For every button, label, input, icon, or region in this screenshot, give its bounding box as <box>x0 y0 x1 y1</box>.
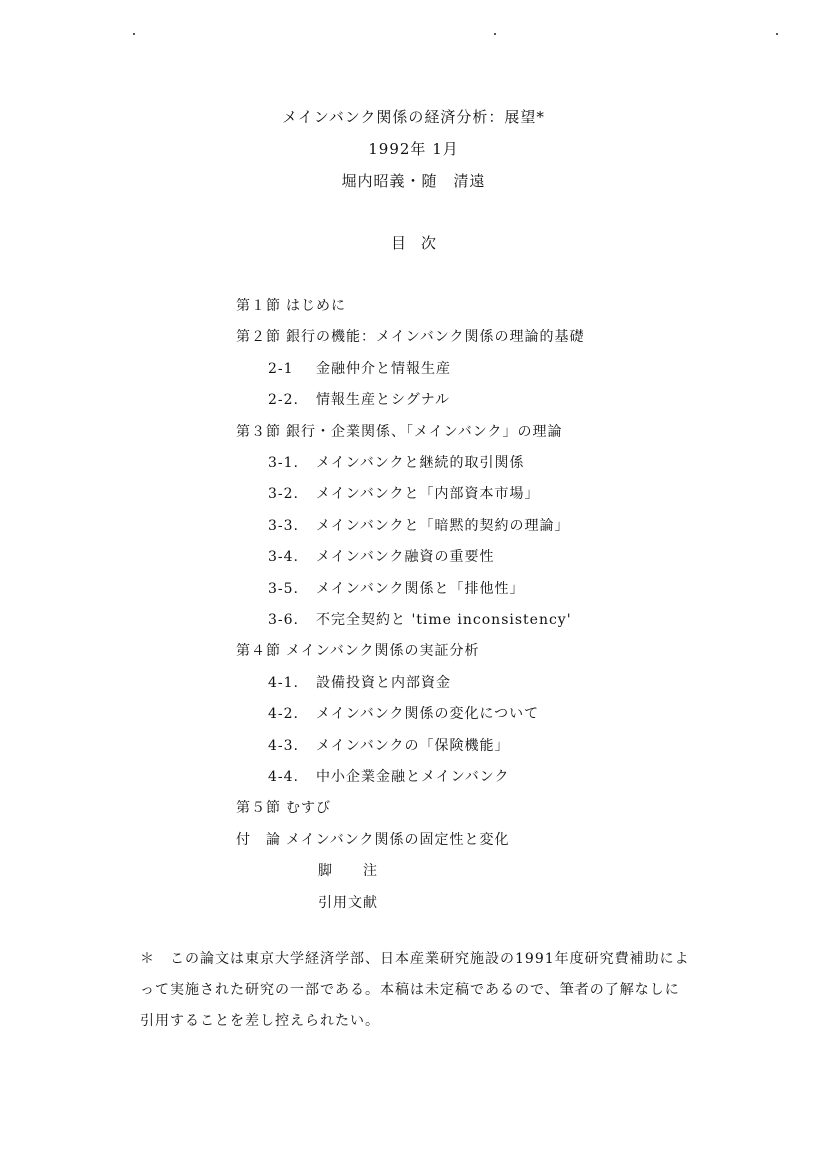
toc-section-title: メインバンクの「保険機能」 <box>316 737 510 754</box>
toc-section-number: 第４節 <box>236 643 281 660</box>
toc-entry <box>318 892 378 912</box>
contents-heading: 目 次 <box>390 234 436 252</box>
paper-date: 1992年 1月 <box>368 140 459 158</box>
toc-section-title: 不完全契約と 'time inconsistency' <box>316 612 572 628</box>
toc-section-number: 4-4. <box>268 769 299 785</box>
toc-section-title: メインバンクと「内部資本市場」 <box>316 486 540 503</box>
toc-section-number: 4-1. <box>268 674 299 691</box>
toc-section-title: 情報生産とシグナル <box>316 392 451 409</box>
footnote-mark: ＊ <box>140 951 155 967</box>
toc-section-title: 金融仲介と情報生産 <box>316 360 451 377</box>
toc-section-number: 4-2. <box>268 706 299 723</box>
toc-entry <box>236 295 346 315</box>
toc-section-title: メインバンク融資の重要性 <box>316 549 495 566</box>
toc-section-number: 第５節 <box>236 800 281 817</box>
toc-section-number: 3-1. <box>268 455 299 471</box>
toc-section-title: 設備投資と内部資金 <box>316 674 451 691</box>
toc-entry <box>236 829 509 849</box>
toc-section-title: メインバンク関係の固定性と変化 <box>286 831 510 848</box>
paper-title: メインバンク関係の経済分析：展望* <box>282 108 545 126</box>
toc-section-number: 3-4. <box>268 549 299 566</box>
toc-entry <box>268 546 494 566</box>
toc-entry <box>268 515 569 535</box>
toc-entry <box>318 860 378 880</box>
paper-authors: 堀内昭義・随 清遠 <box>341 172 486 190</box>
toc-section-number: 3-2. <box>268 486 299 503</box>
toc-section-title: 銀行の機能：メインバンク関係の理論的基礎 <box>286 329 585 346</box>
scan-speck <box>133 33 135 35</box>
toc-section-number: 第１節 <box>236 298 281 314</box>
toc-entry <box>268 389 450 409</box>
footnote-text: この論文は東京大学経済学部、日本産業研究施設の1991年度研究費補助によ <box>170 951 690 967</box>
scan-speck <box>776 33 778 35</box>
toc-entry <box>236 326 584 346</box>
toc-section-number: 2-2. <box>268 392 299 409</box>
toc-section-number: 4-3. <box>268 737 299 754</box>
toc-entry <box>268 483 539 503</box>
toc-entry <box>268 358 451 378</box>
toc-section-title: メインバンク関係と「排他性」 <box>316 580 525 597</box>
toc-section-title: 引用文献 <box>318 894 378 911</box>
toc-section-title: メインバンク関係の変化について <box>316 706 540 723</box>
toc-section-title: 脚 注 <box>318 863 378 880</box>
toc-section-title: 銀行・企業関係、「メインバンク」の理論 <box>286 423 563 440</box>
toc-section-number: 3-6. <box>268 612 299 628</box>
toc-entry <box>268 609 572 629</box>
toc-entry <box>268 672 451 692</box>
toc-section-title: むすび <box>286 800 331 817</box>
toc-section-number: 2-1 <box>268 360 294 377</box>
toc-section-number: 第２節 <box>236 329 281 346</box>
toc-entry <box>268 766 509 786</box>
toc-entry <box>268 452 524 472</box>
toc-section-number: 付 論 <box>236 831 281 848</box>
toc-entry <box>236 640 479 660</box>
toc-section-number: 第３節 <box>236 423 281 440</box>
toc-entry <box>268 735 509 755</box>
toc-section-title: メインバンクと継続的取引関係 <box>316 455 525 471</box>
footnote-line-2: って実施された研究の一部である。本稿は未定稿であるので、筆者の了解なしに <box>140 982 680 998</box>
footnote-line-1 <box>140 944 730 975</box>
toc-entry <box>268 578 524 598</box>
toc-entry <box>268 703 539 723</box>
scan-speck <box>494 33 496 35</box>
footnote-line-3: 引用することを差し控えられたい。 <box>140 1013 380 1029</box>
toc-section-title: 中小企業金融とメインバンク <box>316 769 510 785</box>
toc-section-number: 3-3. <box>268 517 299 534</box>
toc-section-number: 3-5. <box>268 580 299 597</box>
toc-entry <box>236 797 331 817</box>
toc-section-title: はじめに <box>286 298 346 314</box>
toc-section-title: メインバンクと「暗黙的契約の理論」 <box>316 517 570 534</box>
toc-section-title: メインバンク関係の実証分析 <box>286 643 480 660</box>
toc-entry <box>236 421 562 441</box>
